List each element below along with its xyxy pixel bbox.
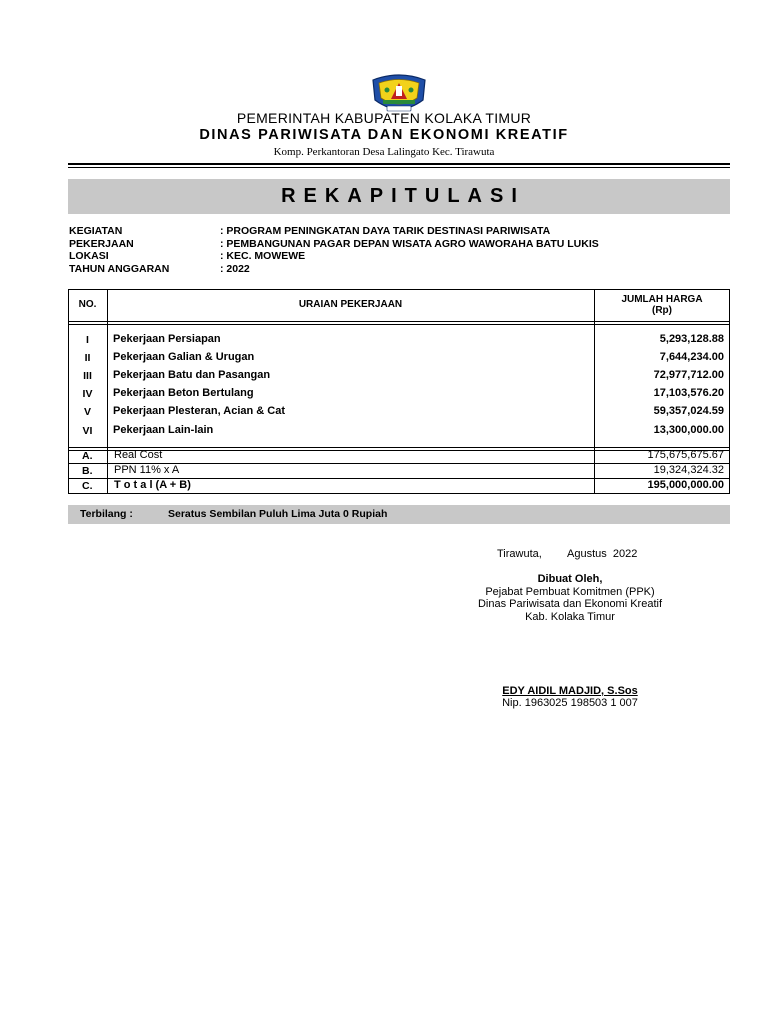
summary-total-amount: 195,000,000.00 xyxy=(647,479,724,491)
letterhead-rule-thick xyxy=(68,163,730,165)
table-summary-divider xyxy=(68,450,730,451)
table-header-divider xyxy=(68,324,730,325)
terbilang-label: Terbilang : xyxy=(80,508,133,520)
signature-role: Pejabat Pembuat Komitmen (PPK) xyxy=(485,586,655,598)
row-no: VI xyxy=(82,425,93,437)
meta-value: : KEC. MOWEWE xyxy=(220,250,306,262)
signature-agency: Dinas Pariwisata dan Ekonomi Kreatif xyxy=(477,598,663,610)
meta-key: KEGIATAN xyxy=(69,225,123,237)
header-no: NO. xyxy=(78,299,97,310)
signature-made-by: Dibuat Oleh, xyxy=(537,573,603,585)
summary-amount: 19,324,324.32 xyxy=(653,464,724,476)
meta-key: PEKERJAAN xyxy=(69,238,134,250)
table-header-divider xyxy=(68,321,730,322)
row-no: V xyxy=(83,406,91,418)
row-description: Pekerjaan Batu dan Pasangan xyxy=(113,369,271,381)
row-amount: 17,103,576.20 xyxy=(653,387,724,399)
meta-row-lokasi xyxy=(69,250,729,263)
letterhead-rule-thin xyxy=(68,167,730,168)
meta-value: : PEMBANGUNAN PAGAR DEPAN WISATA AGRO WAWORAHA BATU LUKIS xyxy=(220,238,599,250)
signature-date: Agustus 2022 xyxy=(567,548,638,560)
summary-no: B. xyxy=(82,465,93,477)
signature-place: Tirawuta, xyxy=(497,548,542,560)
meta-row-kegiatan xyxy=(69,225,729,238)
summary-no: A. xyxy=(82,450,93,462)
government-name: PEMERINTAH KABUPATEN KOLAKA TIMUR xyxy=(236,110,532,126)
row-no: I xyxy=(86,334,89,346)
agency-address: Komp. Perkantoran Desa Lalingato Kec. Tirawuta xyxy=(273,146,495,158)
agency-name: DINAS PARIWISATA DAN EKONOMI KREATIF xyxy=(199,127,569,143)
row-no: IV xyxy=(82,388,93,400)
row-amount: 72,977,712.00 xyxy=(653,369,724,381)
header-description: URAIAN PEKERJAAN xyxy=(298,299,403,310)
summary-description: Real Cost xyxy=(114,449,163,461)
summary-description: T o t a l (A + B) xyxy=(114,479,191,491)
meta-row-tahun-anggaran xyxy=(69,263,729,276)
table-summary-divider xyxy=(68,447,730,448)
signature-regency: Kab. Kolaka Timur xyxy=(525,611,615,623)
row-amount: 13,300,000.00 xyxy=(653,424,724,436)
summary-no: C. xyxy=(82,480,93,492)
row-description: Pekerjaan Persiapan xyxy=(113,333,221,345)
regency-emblem-logo xyxy=(369,72,429,114)
meta-key: TAHUN ANGGARAN xyxy=(69,263,170,275)
meta-value: : PROGRAM PENINGKATAN DAYA TARIK DESTINASI PARIWISATA xyxy=(220,225,551,237)
summary-description: PPN 11% x A xyxy=(114,464,180,476)
row-amount: 7,644,234.00 xyxy=(659,351,724,363)
title-band xyxy=(68,179,730,214)
row-description: Pekerjaan Galian & Urugan xyxy=(113,351,255,363)
summary-amount: 175,675,675.67 xyxy=(647,449,724,461)
header-amount: JUMLAH HARGA xyxy=(621,294,703,305)
row-no: II xyxy=(84,352,91,364)
document-title: REKAPITULASI xyxy=(281,185,525,207)
row-description: Pekerjaan Lain-lain xyxy=(113,424,214,436)
row-description: Pekerjaan Beton Bertulang xyxy=(113,387,254,399)
meta-value: : 2022 xyxy=(220,263,250,275)
terbilang-value: Seratus Sembilan Puluh Lima Juta 0 Rupiah xyxy=(168,508,388,520)
row-no: III xyxy=(83,370,92,382)
row-amount: 5,293,128.88 xyxy=(659,333,724,345)
row-amount: 59,357,024.59 xyxy=(653,405,724,417)
signatory-nip: Nip. 1963025 198503 1 007 xyxy=(502,697,638,709)
signatory-name: EDY AIDIL MADJID, S.Sos xyxy=(502,685,638,697)
row-description: Pekerjaan Plesteran, Acian & Cat xyxy=(113,405,286,417)
meta-key: LOKASI xyxy=(69,250,109,262)
header-amount-unit: (Rp) xyxy=(652,305,672,316)
